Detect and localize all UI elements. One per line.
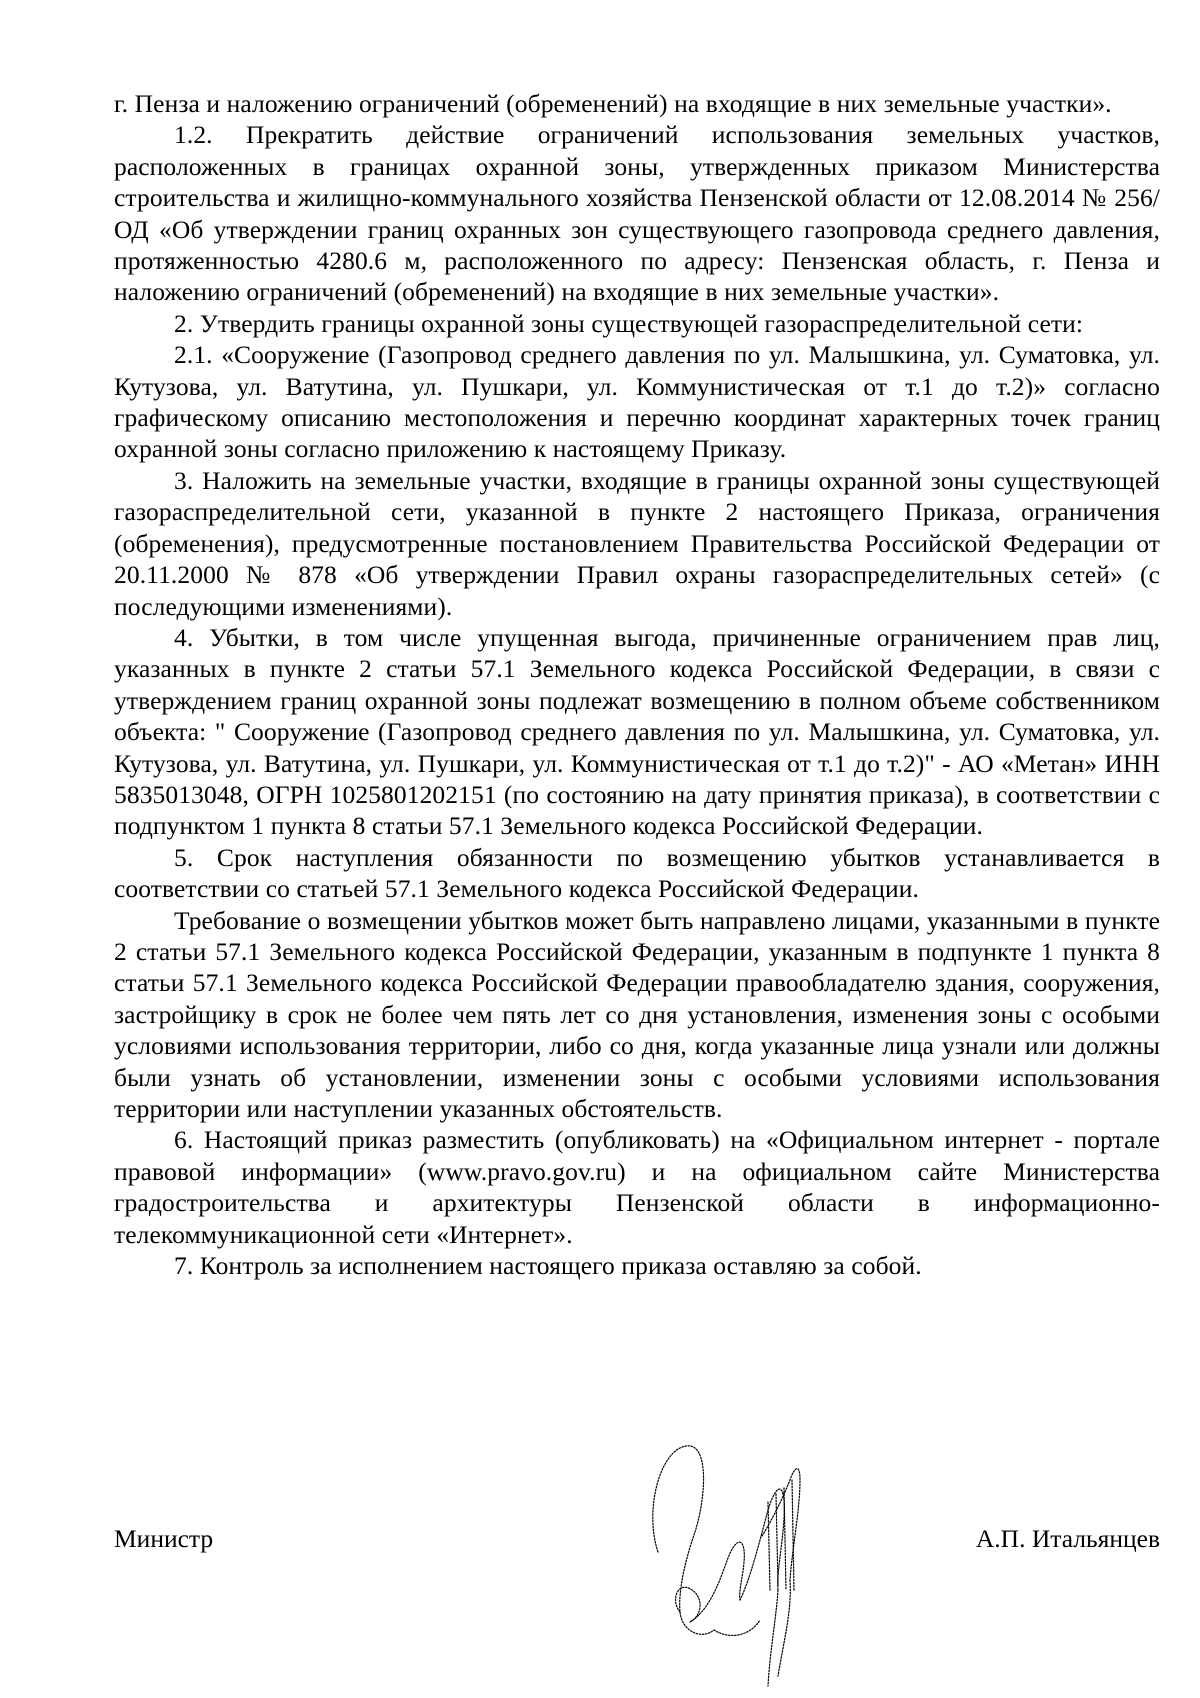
signer-name: А.П. Итальянцев [975, 1524, 1160, 1553]
paragraph-item-2-1: 2.1. «Сооружение (Газопровод среднего давления по ул. Малышкина, ул. Суматовка, ул. Кутузова, ул. Ватутина, ул. Пушкари, ул. Коммунистическая от т.1 до т.2)» согласно графическому описанию местоположения и перечню координат характерных точек границ охранной зоны согласно приложению к настоящему Приказу. [114, 340, 1160, 464]
paragraph-item-5: 5. Срок наступления обязанности по возмещению убытков устанавливается в соответствии со статьей 57.1 Земельного кодекса Российской Федерации. [114, 842, 1160, 904]
paragraph-item-1-2: 1.2. Прекратить действие ограничений использования земельных участков, расположенных в границах охранной зоны, утвержденных приказом Министерства строительства и жилищно-коммунального хозяйства Пензенской области от 12.08.2014 № 256/ОД «Об утверждении границ охранных зон существующего газопровода среднего давления, протяженностью 4280.6 м, расположенного по адресу: Пензенская область, г. Пенза и наложению ограничений (обременений) на входящие в них земельные участки». [114, 120, 1160, 307]
paragraph-damages-claim: Требование о возмещении убытков может быть направлено лицами, указанными в пункте 2 статьи 57.1 Земельного кодекса Российской Федерации, указанным в подпункте 1 пункта 8 статьи 57.1 Земельного кодекса Российской Федерации правообладателю здания, сооружения, застройщику в срок не более чем пять лет со дня установления, изменения зоны с особыми условиями использования территории, либо со дня, когда указанные лица узнали или должны были узнать об установлении, изменении зоны с особыми условиями использования территории или наступлении указанных обстоятельств. [114, 905, 1160, 1123]
handwritten-signature-icon [650, 1440, 840, 1690]
paragraph-continuation: г. Пенза и наложению ограничений (обременений) на входящие в них земельные участки». [114, 89, 1112, 118]
document-body [114, 88, 1160, 1281]
paragraph-item-7: 7. Контроль за исполнением настоящего приказа оставляю за собой. [174, 1251, 922, 1281]
paragraph-item-4: 4. Убытки, в том числе упущенная выгода, причиненные ограничением прав лиц, указанных в пункте 2 статьи 57.1 Земельного кодекса Российской Федерации, в связи с утверждением границ охранной зоны подлежат возмещению в полном объеме собственником объекта: " Сооружение (Газопровод среднего давления по ул. Малышкина, ул. Суматовка, ул. Кутузова, ул. Ватутина, ул. Пушкари, ул. Коммунистическая от т.1 до т.2)" - АО «Метан» ИНН 5835013048, ОГРН 1025801202151 (по состоянию на дату принятия приказа), в соответствии с подпунктом 1 пункта 8 статьи 57.1 Земельного кодекса Российской Федерации. [114, 622, 1160, 841]
paragraph-item-6: 6. Настоящий приказ разместить (опубликовать) на «Официальном интернет - портале правовой информации» (www.pravo.gov.ru) и на официальном сайте Министерства градостроительства и архитектуры Пензенской области в информационно-телекоммуникационной сети «Интернет». [114, 1125, 1160, 1249]
signer-position: Министр [114, 1524, 214, 1553]
paragraph-item-2: 2. Утвердить границы охранной зоны существующей газораспределительной сети: [174, 308, 1084, 338]
signature-row [114, 1524, 1160, 1564]
paragraph-item-3: 3. Наложить на земельные участки, входящие в границы охранной зоны существующей газораспределительной сети, указанной в пункте 2 настоящего Приказа, ограничения (обременения), предусмотренные постановлением Правительства Российской Федерации от 20.11.2000 № 878 «Об утверждении Правил охраны газораспределительных сетей» (с последующими изменениями). [114, 465, 1160, 621]
